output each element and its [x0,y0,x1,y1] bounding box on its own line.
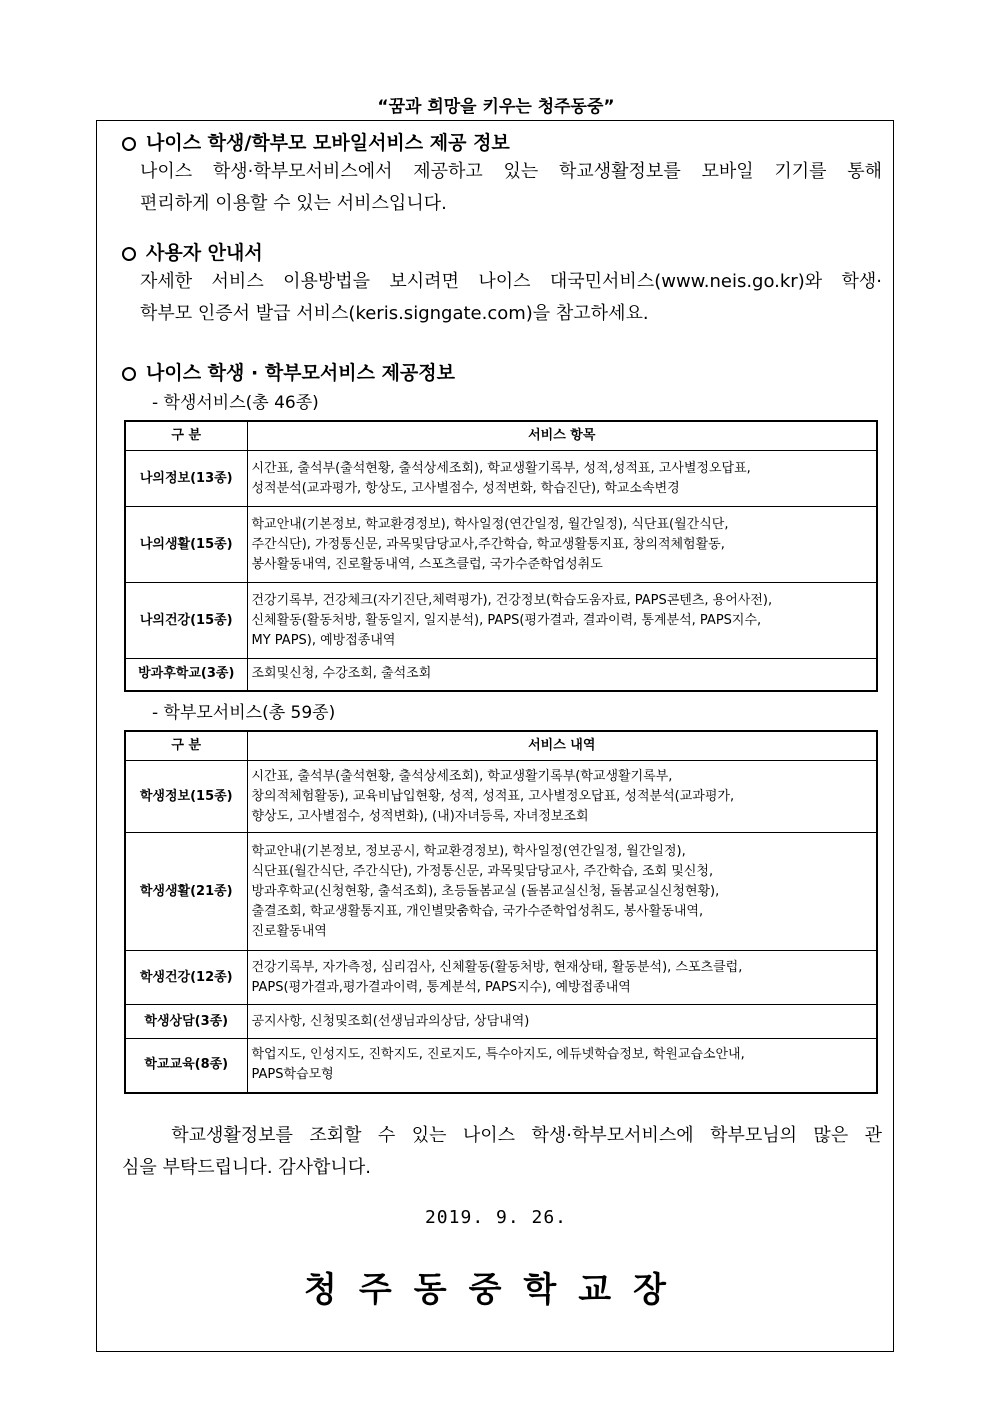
row-item-line: 봉사활동내역, 진로활동내역, 스포츠클럽, 국가수준학업성취도 [251,556,603,572]
table-row [125,583,877,659]
row-item-line: PAPS학습모형 [251,1067,334,1083]
table-header-row [125,731,877,761]
column-header-items: 서비스 항목 [247,421,877,451]
parent-service-table [124,730,878,1094]
row-items [247,951,877,1005]
row-item-line: 건강기록부, 자가측정, 심리검사, 신체활동(활동처방, 현재상태, 활동분석), 스포츠클럽, [251,959,743,975]
circle-bullet-icon [122,367,136,381]
closing-line-1-text: 학교생활정보를 조회할 수 있는 나이스 학생·학부모서비스에 학부모님의 많은 관 [171,1125,883,1146]
row-item-line: 창의적체험활동), 교육비납입현황, 성적, 성적표, 고사별정오답표, 성적분석(교과평가, [251,788,735,804]
table-header-row [125,421,877,451]
closing-line-1 [122,1120,882,1152]
column-header-items: 서비스 내역 [247,731,877,761]
table-row [125,761,877,833]
section2-paragraph [140,266,882,330]
row-items [247,1039,877,1093]
row-item-line: 학업지도, 인성지도, 진학지도, 진로지도, 특수아지도, 에듀넷학습정보, 학원교습소안내, [251,1047,745,1063]
row-items [247,583,877,659]
row-item-line: PAPS(평가결과,평가결과이력, 통계분석, PAPS지수), 예방접종내역 [251,979,631,995]
row-item-line: 신체활동(활동처방, 활동일지, 일지분석), PAPS(평가결과, 결과이력, 통계분석, PAPS지수, [251,612,762,628]
section1-line-1: 나이스 학생·학부모서비스에서 제공하고 있는 학교생활정보를 모바일 기기를 통해 [140,161,882,182]
row-item-line: 진로활동내역 [251,923,327,939]
column-header-category: 구 분 [125,731,247,761]
row-item-line: 주간식단), 가정통신문, 과목및담당교사,주간학습, 학교생활통지표, 창의적체험활동, [251,536,725,552]
section1-line-2: 편리하게 이용할 수 있는 서비스입니다. [140,193,447,214]
table-row [125,1005,877,1039]
parent-service-subheading: - 학부모서비스(총 59종) [152,703,336,723]
section2-line-2: 학부모 인증서 발급 서비스(keris.signgate.com)을 참고하세요. [140,303,649,324]
section2-heading-text: 사용자 안내서 [146,242,263,264]
row-item-line: MY PAPS), 예방접종내역 [251,632,396,648]
table-row [125,951,877,1005]
row-category: 학생생활(21종) [125,833,247,951]
row-item-line: 조회및신청, 수강조회, 출석조회 [251,666,432,682]
table-row [125,659,877,691]
document-date: 2019. 9. 26. [424,1207,568,1228]
row-item-line: 공지사항, 신청및조회(선생님과의상담, 상담내역) [251,1013,530,1029]
row-item-line: 시간표, 출석부(출석현황, 출석상세조회), 학교생활기록부(학교생활기록부, [251,768,673,784]
row-item-line: 시간표, 출석부(출석현황, 출석상세조회), 학교생활기록부, 성적,성적표, 고사별정오답표, [251,460,751,476]
column-header-category: 구 분 [125,421,247,451]
row-items [247,659,877,691]
table-row [125,507,877,583]
section-heading-user-guide [122,238,263,265]
row-category: 학교교육(8종) [125,1039,247,1093]
row-item-line: 성적분석(교과평가, 항상도, 고사별점수, 성적변화, 학습진단), 학교소속변경 [251,480,680,496]
row-category: 나의건강(15종) [125,583,247,659]
row-item-line: 학교안내(기본정보, 학교환경정보), 학사일정(연간일정, 월간일정), 식단표(월간식단, [251,516,729,532]
row-item-line: 향상도, 고사별점수, 성적변화), (내)자녀등록, 자녀정보조회 [251,808,589,824]
section2-line-1: 자세한 서비스 이용방법을 보시려면 나이스 대국민서비스(www.neis.go.kr)와 학생· [140,271,882,292]
row-items [247,833,877,951]
row-items [247,507,877,583]
table-row [125,1039,877,1093]
row-item-line: 식단표(월간식단, 주간식단), 가정통신문, 과목및담당교사, 주간학습, 조회 및신청, [251,863,714,879]
section-heading-service-info [122,358,455,385]
section1-heading-text: 나이스 학생/학부모 모바일서비스 제공 정보 [146,132,510,154]
closing-paragraph [122,1120,882,1184]
row-item-line: 출결조회, 학교생활통지표, 개인별맞춤학습, 국가수준학업성취도, 봉사활동내역, [251,903,704,919]
row-category: 나의정보(13종) [125,451,247,507]
row-item-line: 방과후학교(신청현황, 출석조회), 초등돌봄교실 (돌봄교실신청, 돌봄교실신청현황), [251,883,720,899]
circle-bullet-icon [122,247,136,261]
section1-paragraph [140,156,882,220]
table-row [125,451,877,507]
row-item-line: 건강기록부, 건강체크(자기진단,체력평가), 건강정보(학습도움자료, PAPS콘텐츠, 용어사전), [251,592,773,608]
table-row [125,833,877,951]
student-service-table [124,420,878,692]
row-items [247,1005,877,1039]
row-items [247,761,877,833]
row-category: 학생상담(3종) [125,1005,247,1039]
section-heading-mobile-service [122,128,510,155]
student-service-subheading: - 학생서비스(총 46종) [152,393,319,413]
row-category: 방과후학교(3종) [125,659,247,691]
row-category: 학생건강(12종) [125,951,247,1005]
row-category: 나의생활(15종) [125,507,247,583]
circle-bullet-icon [122,137,136,151]
row-items [247,451,877,507]
row-item-line: 학교안내(기본정보, 정보공시, 학교환경정보), 학사일정(연간일정, 월간일정), [251,843,686,859]
closing-line-2: 심을 부탁드립니다. 감사합니다. [122,1157,371,1178]
school-motto: “꿈과 희망을 키우는 청주동중” [377,97,615,117]
section3-heading-text: 나이스 학생 · 학부모서비스 제공정보 [146,362,455,384]
row-category: 학생정보(15종) [125,761,247,833]
principal-signature: 청주동중학교장 [304,1270,688,1310]
